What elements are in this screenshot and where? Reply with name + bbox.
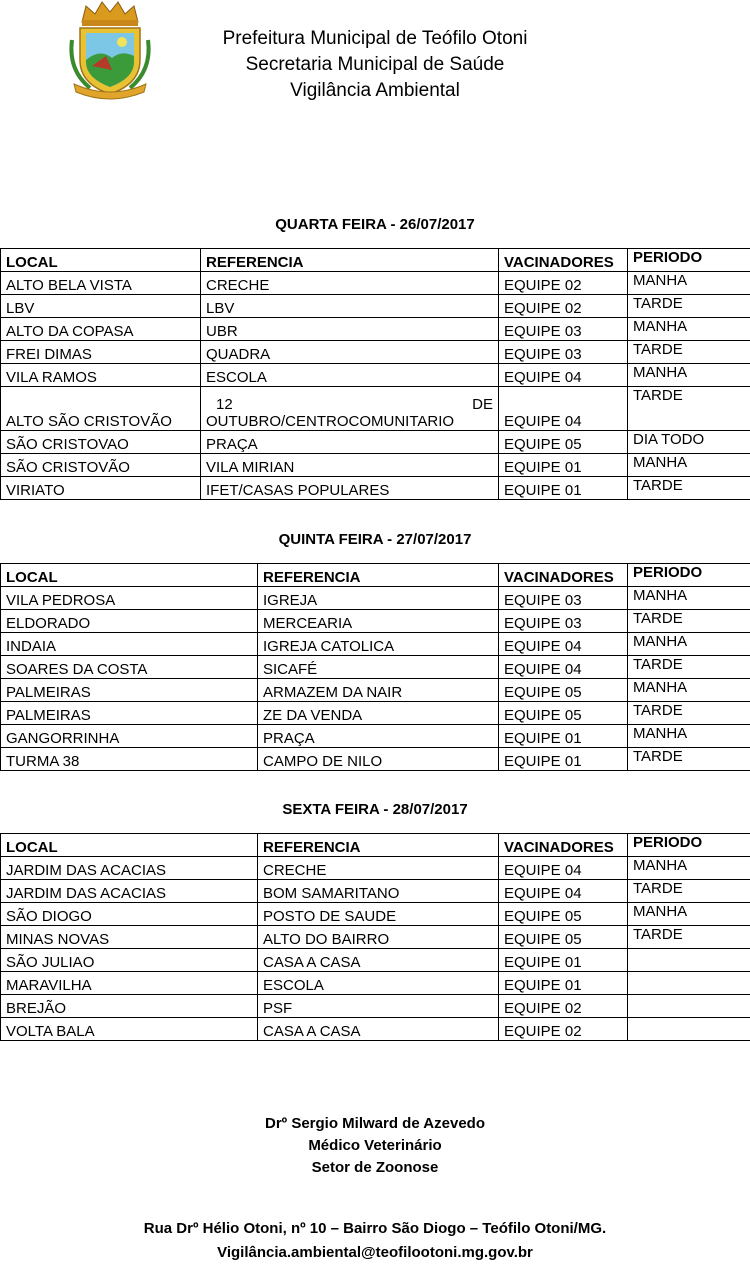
table-row xyxy=(1,972,750,995)
schedule-table-quinta xyxy=(0,563,750,771)
table-row xyxy=(1,272,750,295)
cell-local: PALMEIRAS xyxy=(1,679,258,702)
cell-local: MARAVILHA xyxy=(1,972,258,995)
cell-referencia: IGREJA CATOLICA xyxy=(258,633,499,656)
col-referencia: REFERENCIA xyxy=(258,834,499,857)
cell-vacinadores: EQUIPE 05 xyxy=(499,679,628,702)
cell-periodo xyxy=(628,972,750,995)
cell-periodo: MANHA xyxy=(628,454,750,477)
cell-vacinadores: EQUIPE 03 xyxy=(499,318,628,341)
cell-local: FREI DIMAS xyxy=(1,341,201,364)
cell-periodo: MANHA xyxy=(628,679,750,702)
cell-referencia: SICAFÉ xyxy=(258,656,499,679)
cell-vacinadores: EQUIPE 05 xyxy=(499,926,628,949)
table-row xyxy=(1,477,750,500)
cell-periodo xyxy=(628,1018,750,1041)
col-vacinadores: VACINADORES xyxy=(499,834,628,857)
cell-periodo xyxy=(628,995,750,1018)
cell-vacinadores: EQUIPE 01 xyxy=(499,725,628,748)
cell-periodo: MANHA xyxy=(628,318,750,341)
cell-vacinadores: EQUIPE 05 xyxy=(499,702,628,725)
header-secretaria: Secretaria Municipal de Saúde xyxy=(170,52,580,78)
cell-periodo: TARDE xyxy=(628,295,750,318)
signature-role: Médico Veterinário xyxy=(0,1135,750,1157)
cell-referencia: VILA MIRIAN xyxy=(201,454,499,477)
cell-referencia: IGREJA xyxy=(258,587,499,610)
cell-periodo: MANHA xyxy=(628,587,750,610)
cell-referencia: MERCEARIA xyxy=(258,610,499,633)
cell-periodo: DIA TODO xyxy=(628,431,750,454)
cell-referencia: CASA A CASA xyxy=(258,1018,499,1041)
col-vacinadores: VACINADORES xyxy=(499,564,628,587)
cell-vacinadores: EQUIPE 04 xyxy=(499,364,628,387)
cell-local: TURMA 38 xyxy=(1,748,258,771)
cell-referencia: CRECHE xyxy=(258,857,499,880)
signature-sector: Setor de Zoonose xyxy=(0,1157,750,1179)
table-header-row xyxy=(1,564,750,587)
table-row xyxy=(1,857,750,880)
table-row xyxy=(1,610,750,633)
table-row xyxy=(1,1018,750,1041)
cell-referencia: CAMPO DE NILO xyxy=(258,748,499,771)
cell-local: SOARES DA COSTA xyxy=(1,656,258,679)
col-referencia: REFERENCIA xyxy=(201,249,499,272)
col-periodo: PERIODO xyxy=(628,834,750,857)
cell-periodo: TARDE xyxy=(628,880,750,903)
cell-referencia-part-c: OUTUBRO/CENTROCOMUNITARIO xyxy=(206,413,493,430)
col-periodo: PERIODO xyxy=(628,564,750,587)
table-row xyxy=(1,318,750,341)
cell-vacinadores: EQUIPE 01 xyxy=(499,972,628,995)
footer-address: Rua Drº Hélio Otoni, nº 10 – Bairro São Diogo – Teófilo Otoni/MG. xyxy=(0,1217,750,1241)
cell-vacinadores: EQUIPE 05 xyxy=(499,903,628,926)
section-title-quinta: QUINTA FEIRA - 27/07/2017 xyxy=(0,531,750,548)
cell-periodo xyxy=(628,949,750,972)
cell-local: VOLTA BALA xyxy=(1,1018,258,1041)
cell-vacinadores: EQUIPE 01 xyxy=(499,748,628,771)
cell-referencia: LBV xyxy=(201,295,499,318)
cell-periodo: TARDE xyxy=(628,748,750,771)
cell-periodo: MANHA xyxy=(628,633,750,656)
address-footer xyxy=(0,1217,750,1265)
cell-periodo: TARDE xyxy=(628,926,750,949)
table-row xyxy=(1,725,750,748)
cell-vacinadores: EQUIPE 03 xyxy=(499,341,628,364)
cell-referencia: CRECHE xyxy=(201,272,499,295)
cell-referencia: IFET/CASAS POPULARES xyxy=(201,477,499,500)
cell-local: PALMEIRAS xyxy=(1,702,258,725)
cell-referencia xyxy=(201,387,499,431)
footer-email[interactable]: Vigilância.ambiental@teofilootoni.mg.gov.br xyxy=(0,1241,750,1265)
cell-vacinadores: EQUIPE 01 xyxy=(499,949,628,972)
signature-block xyxy=(0,1113,750,1179)
cell-periodo: TARDE xyxy=(628,610,750,633)
cell-referencia: ZE DA VENDA xyxy=(258,702,499,725)
cell-local: SÃO CRISTOVAO xyxy=(1,431,201,454)
cell-referencia: PSF xyxy=(258,995,499,1018)
cell-local: ALTO BELA VISTA xyxy=(1,272,201,295)
cell-periodo: MANHA xyxy=(628,272,750,295)
cell-referencia: ARMAZEM DA NAIR xyxy=(258,679,499,702)
cell-vacinadores: EQUIPE 04 xyxy=(499,656,628,679)
table-row xyxy=(1,364,750,387)
schedule-table-quarta xyxy=(0,248,750,500)
col-vacinadores: VACINADORES xyxy=(499,249,628,272)
cell-local: INDAIA xyxy=(1,633,258,656)
col-local: LOCAL xyxy=(1,834,258,857)
cell-vacinadores: EQUIPE 04 xyxy=(499,633,628,656)
table-row xyxy=(1,880,750,903)
cell-referencia: POSTO DE SAUDE xyxy=(258,903,499,926)
col-local: LOCAL xyxy=(1,249,201,272)
cell-periodo: MANHA xyxy=(628,903,750,926)
cell-vacinadores: EQUIPE 03 xyxy=(499,610,628,633)
cell-local: VILA RAMOS xyxy=(1,364,201,387)
cell-local: SÃO JULIAO xyxy=(1,949,258,972)
cell-vacinadores: EQUIPE 04 xyxy=(499,387,628,431)
table-row xyxy=(1,748,750,771)
section-title-sexta: SEXTA FEIRA - 28/07/2017 xyxy=(0,801,750,818)
document-header xyxy=(170,26,580,104)
table-header-row xyxy=(1,249,750,272)
cell-periodo: MANHA xyxy=(628,857,750,880)
table-row xyxy=(1,949,750,972)
table-row xyxy=(1,656,750,679)
cell-referencia-part-a: 12 xyxy=(216,396,233,413)
cell-local: SÃO CRISTOVÃO xyxy=(1,454,201,477)
cell-referencia: ALTO DO BAIRRO xyxy=(258,926,499,949)
cell-local: VILA PEDROSA xyxy=(1,587,258,610)
table-row xyxy=(1,454,750,477)
cell-local: BREJÃO xyxy=(1,995,258,1018)
cell-periodo: TARDE xyxy=(628,387,750,431)
cell-periodo: MANHA xyxy=(628,364,750,387)
cell-vacinadores: EQUIPE 05 xyxy=(499,431,628,454)
header-vigilancia: Vigilância Ambiental xyxy=(170,78,580,104)
cell-local: JARDIM DAS ACACIAS xyxy=(1,857,258,880)
table-row xyxy=(1,995,750,1018)
cell-vacinadores: EQUIPE 04 xyxy=(499,857,628,880)
cell-referencia: PRAÇA xyxy=(258,725,499,748)
cell-referencia: UBR xyxy=(201,318,499,341)
cell-referencia: BOM SAMARITANO xyxy=(258,880,499,903)
cell-vacinadores: EQUIPE 01 xyxy=(499,477,628,500)
cell-local: JARDIM DAS ACACIAS xyxy=(1,880,258,903)
table-row xyxy=(1,926,750,949)
table-row xyxy=(1,587,750,610)
table-row xyxy=(1,341,750,364)
section-title-quarta: QUARTA FEIRA - 26/07/2017 xyxy=(0,216,750,233)
col-periodo: PERIODO xyxy=(628,249,750,272)
cell-local: ALTO DA COPASA xyxy=(1,318,201,341)
table-row xyxy=(1,633,750,656)
cell-vacinadores: EQUIPE 03 xyxy=(499,587,628,610)
cell-vacinadores: EQUIPE 01 xyxy=(499,454,628,477)
cell-referencia: PRAÇA xyxy=(201,431,499,454)
col-local: LOCAL xyxy=(1,564,258,587)
cell-vacinadores: EQUIPE 02 xyxy=(499,1018,628,1041)
cell-referencia-part-b: DE xyxy=(472,396,493,413)
cell-referencia: CASA A CASA xyxy=(258,949,499,972)
cell-local: ELDORADO xyxy=(1,610,258,633)
cell-local: GANGORRINHA xyxy=(1,725,258,748)
table-row xyxy=(1,295,750,318)
cell-local: LBV xyxy=(1,295,201,318)
cell-vacinadores: EQUIPE 02 xyxy=(499,995,628,1018)
table-row xyxy=(1,702,750,725)
signature-name: Drº Sergio Milward de Azevedo xyxy=(0,1113,750,1135)
cell-referencia: ESCOLA xyxy=(258,972,499,995)
cell-periodo: TARDE xyxy=(628,656,750,679)
table-header-row xyxy=(1,834,750,857)
cell-local: SÃO DIOGO xyxy=(1,903,258,926)
cell-local: ALTO SÃO CRISTOVÃO xyxy=(1,387,201,431)
cell-local: VIRIATO xyxy=(1,477,201,500)
cell-periodo: MANHA xyxy=(628,725,750,748)
table-row xyxy=(1,903,750,926)
header-prefeitura: Prefeitura Municipal de Teófilo Otoni xyxy=(170,26,580,52)
table-row xyxy=(1,431,750,454)
cell-local: MINAS NOVAS xyxy=(1,926,258,949)
cell-periodo: TARDE xyxy=(628,341,750,364)
cell-referencia: QUADRA xyxy=(201,341,499,364)
cell-referencia: ESCOLA xyxy=(201,364,499,387)
table-row xyxy=(1,679,750,702)
cell-vacinadores: EQUIPE 04 xyxy=(499,880,628,903)
cell-periodo: TARDE xyxy=(628,477,750,500)
cell-periodo: TARDE xyxy=(628,702,750,725)
schedule-table-sexta xyxy=(0,833,750,1041)
col-referencia: REFERENCIA xyxy=(258,564,499,587)
municipal-crest-logo xyxy=(60,0,160,100)
table-row xyxy=(1,387,750,431)
cell-vacinadores: EQUIPE 02 xyxy=(499,295,628,318)
cell-vacinadores: EQUIPE 02 xyxy=(499,272,628,295)
